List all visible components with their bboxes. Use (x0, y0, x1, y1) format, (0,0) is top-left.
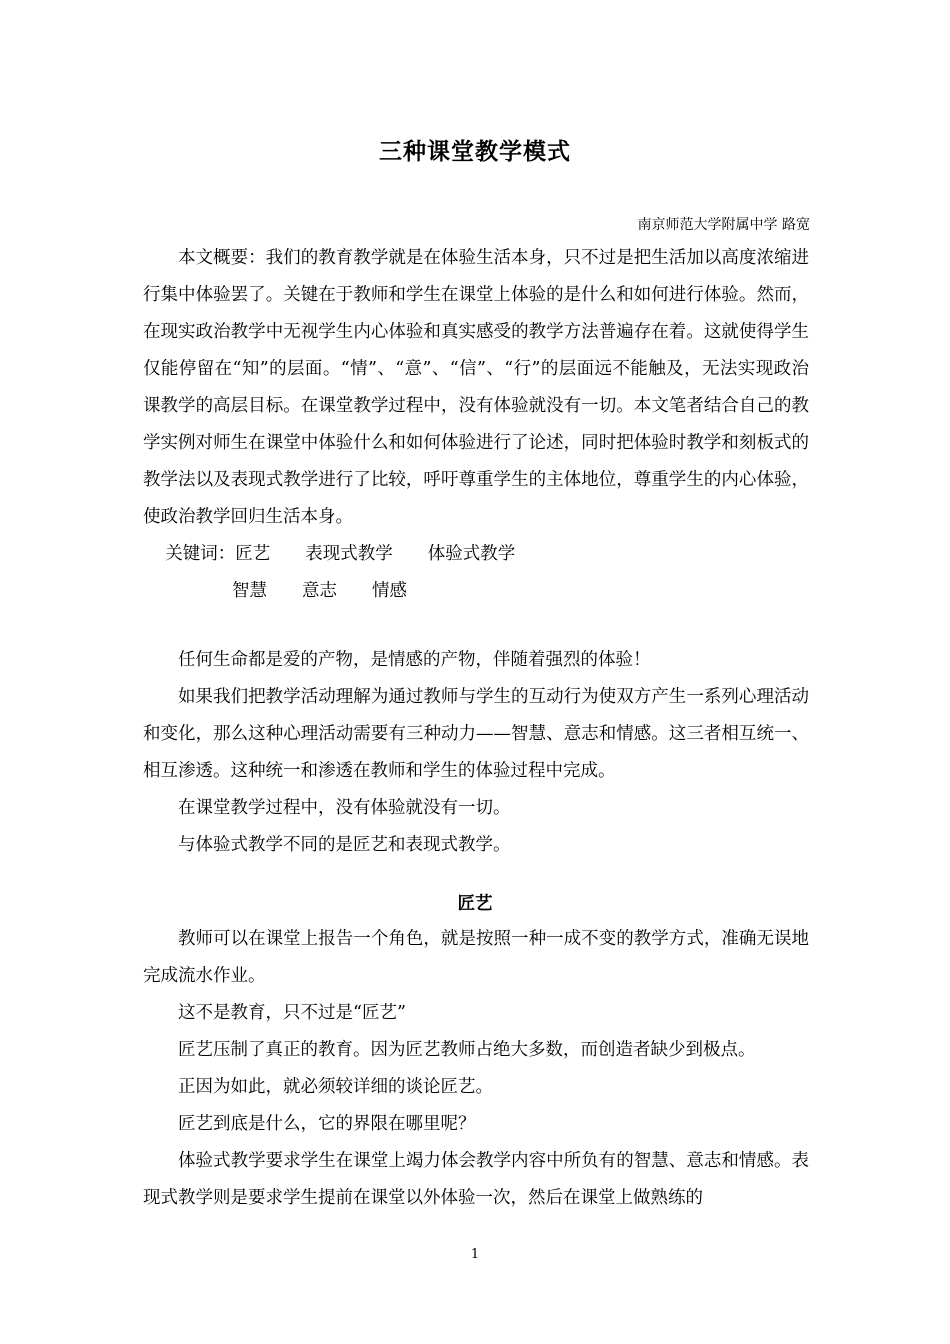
keywords-second-row: 智慧 意志 情感 (232, 581, 408, 601)
abstract-paragraph: 本文概要：我们的教育教学就是在体验生活本身，只不过是把生活加以高度浓缩进行集中体验罢了。关键在于教师和学生在课堂上体验的是什么和如何进行体验。然而，在现实政治教学中无视学生内心体验和真实感受的教学方法普遍存在着。这就使得学生仅能停留在“知”的层面。“情”、“意”、“信”、“行”的层面远不能触及，无法实现政治课教学的高层目标。在课堂教学过程中，没有体验就没有一切。本文笔者结合自己的教学实例对师生在课堂中体验什么和如何体验进行了论述，同时把体验时教学和刻板式的教学法以及表现式教学进行了比较，呼吁尊重学生的主体地位，尊重学生的内心体验，使政治教学回归生活本身。 (143, 248, 809, 527)
body-paragraph: 在课堂教学过程中，没有体验就没有一切。 (178, 798, 511, 818)
section-paragraph: 这不是教育，只不过是“匠艺” (178, 1003, 406, 1023)
section-paragraph: 正因为如此，就必须较详细的谈论匠艺。 (178, 1077, 493, 1097)
section-heading: 匠艺 (457, 894, 493, 914)
body-paragraph: 与体验式教学不同的是匠艺和表现式教学。 (178, 835, 511, 855)
section-paragraph: 匠艺压制了真正的教育。因为匠艺教师占绝大多数，而创造者缺少到极点。 (178, 1040, 756, 1060)
main-text-block (143, 642, 809, 864)
abstract-block (143, 240, 809, 610)
keywords-first-row: 匠艺 表现式教学 体验式教学 (235, 544, 516, 564)
author-affiliation: 南京师范大学附属中学 路宽 (637, 217, 810, 233)
page-number: 1 (470, 1247, 480, 1262)
keywords-label: 关键词： (165, 544, 236, 564)
section-text-block (143, 921, 809, 1217)
section-paragraph: 教师可以在课堂上报告一个角色，就是按照一种一成不变的教学方式，准确无误地完成流水作业。 (143, 929, 809, 986)
body-paragraph: 任何生命都是爱的产物，是情感的产物，伴随着强烈的体验！ (178, 650, 651, 670)
keywords-indent (143, 544, 165, 564)
body-paragraph: 如果我们把教学活动理解为通过教师与学生的互动行为使双方产生一系列心理活动和变化，那么这种心理活动需要有三种动力——智慧、意志和情感。这三者相互统一、相互渗透。这种统一和渗透在教师和学生的体验过程中完成。 (143, 687, 809, 781)
section-paragraph: 体验式教学要求学生在课堂上竭力体会教学内容中所负有的智慧、意志和情感。表现式教学则是要求学生提前在课堂以外体验一次，然后在课堂上做熟练的 (143, 1151, 809, 1208)
keywords-line-1 (143, 536, 809, 573)
keywords-indent-2 (143, 581, 232, 601)
section-paragraph: 匠艺到底是什么，它的界限在哪里呢？ (178, 1114, 476, 1134)
keywords-line-2 (143, 573, 809, 610)
document-title: 三种课堂教学模式 (379, 139, 571, 165)
